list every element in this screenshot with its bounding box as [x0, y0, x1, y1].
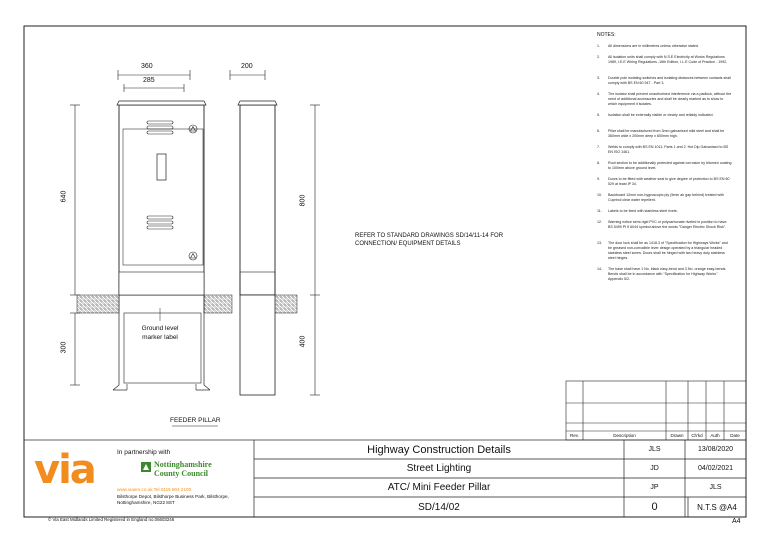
- pillar-body: [119, 105, 204, 295]
- drawn-date: 13/08/2020: [697, 446, 734, 453]
- note-text: The isolator shall prevent unauthorised interference via a padlock, without the need of additional accessories and shall be clearly marked as to show to which equipment it isolates.: [608, 92, 732, 106]
- council-crest-icon: [141, 462, 151, 472]
- note-text: Pillar shall be manufactured from 3mm galvanised mild steel and shall be 360mm wide x 200mm deep x 800mm high.: [608, 129, 725, 138]
- rev-header-drawn: Drawn: [670, 433, 684, 438]
- rev-header-auth: Auth: [710, 433, 720, 438]
- note-text: Labels to be fixed with stainless steel rivets.: [608, 209, 678, 213]
- dim-height-side: 800: [299, 194, 307, 207]
- note-number: 6.: [597, 129, 600, 133]
- note-text: Doors to be fitted with weather seal to give degree of protection to BS EN 60 529 at least IP 34.: [608, 177, 730, 186]
- approved-initials: JLS: [709, 484, 722, 491]
- ground-hatch-left: [77, 295, 119, 313]
- ground-hatch-right: [204, 295, 232, 313]
- checked-by: JD: [650, 465, 659, 472]
- note-number: 10.: [597, 193, 602, 197]
- dim-height-above: 640: [60, 190, 68, 203]
- dim-below-front: 300: [60, 341, 68, 354]
- label-plate: [157, 154, 166, 180]
- rev-header-chkd: Ch'kd: [691, 433, 703, 438]
- note-text: Warning notice semi-rigid PVC or polycarbonate riveted in position to have: BS 5499 Pt 5 6044 symbol above the words "Danger Electric Shock Risk".: [608, 220, 728, 229]
- revision-number: 0: [651, 501, 658, 513]
- note-text: Welds to comply with BS EN 1011: Parts 1 and 2. Hot Dip Galvanised to BS EN ISO 1461.: [608, 145, 729, 154]
- copyright: © Via East Midlands Limited Registered in England no.06603246: [48, 517, 175, 522]
- note-text: Root section to be additionally protected against corrosion by bitumen coating to 100mm above ground level.: [608, 161, 732, 170]
- note-text: All isolation units shall comply with N.S.E Electricity at Works Regulations 1989, I.E.E Wiring Regulations -16th Edition, I.L.E Code of Practice - 1992.: [608, 55, 728, 64]
- dim-width-inner: 285: [143, 77, 155, 84]
- side-ground-hatch: [275, 295, 297, 313]
- note-number: 2.: [597, 55, 600, 59]
- approved-by: JP: [650, 484, 659, 491]
- note-number: 7.: [597, 145, 600, 149]
- web-tel: www.viaem.co.uk Tel 0115 804 2100: [117, 487, 192, 492]
- reference-note: REFER TO STANDARD DRAWINGS SD/14/11-14 FOR CONNECTION/ EQUIPMENT DETAILS: [355, 233, 504, 247]
- council-name-2: County Council: [154, 469, 209, 478]
- note-text: The base shall have 1 No. black easy-bend and 3 No. orange easy-bends. Bends shall be in accordance with "Specification for Highway Works" Appendix 5/2.: [608, 267, 727, 281]
- dim-depth: 200: [241, 63, 253, 70]
- note-number: 5.: [597, 113, 600, 117]
- sheet-size: A4: [732, 518, 741, 525]
- notes-title: NOTES:: [597, 32, 616, 38]
- note-number: 13.: [597, 241, 602, 245]
- rev-header-rev: Rev.: [570, 433, 579, 438]
- via-logo: via: [34, 447, 95, 493]
- side-body: [240, 105, 275, 295]
- drawing-number: SD/14/02: [418, 501, 460, 513]
- dim-below-side: 400: [299, 335, 307, 348]
- note-number: 8.: [597, 161, 600, 165]
- note-number: 11.: [597, 209, 602, 213]
- note-text: All dimensions are in millimetres unless otherwise stated.: [608, 44, 699, 48]
- scale: N.T.S @A4: [697, 502, 737, 512]
- note-text: Isolation shall be externally visible or clearly and reliably indicated.: [608, 113, 714, 117]
- drawing-caption: FEEDER PILLAR: [170, 417, 221, 424]
- note-number: 3.: [597, 76, 600, 80]
- drawing-title: ATC/ Mini Feeder Pillar: [387, 482, 491, 493]
- note-text: Double pole isolating switches and isolating distances between contacts shall comply with BS EN 60 947 - Part 3.: [608, 76, 731, 85]
- note-number: 12.: [597, 220, 602, 224]
- partnership-text: In partnership with: [117, 449, 171, 456]
- project-title: Highway Construction Details: [367, 443, 511, 456]
- address: Bilsthorpe Depot, Bilsthorpe Business Park, Bilsthorpe, Nottinghamshire, NG22 8ST: [117, 494, 229, 505]
- note-text: Backboard 12mm non-hygroscopic ply (5mm air gap behind) treated with Cuprinol clear water repellent.: [608, 193, 724, 202]
- council-name-1: Nottinghamshire: [154, 460, 212, 469]
- note-number: 1.: [597, 44, 600, 48]
- note-number: 4.: [597, 92, 600, 96]
- ground-level-label: Ground level marker label: [136, 324, 184, 342]
- note-number: 9.: [597, 177, 600, 181]
- rev-header-date: Date: [730, 433, 740, 438]
- rev-header-description: Description: [613, 433, 636, 438]
- checked-date: 04/02/2021: [697, 465, 734, 472]
- subtitle: Street Lighting: [406, 463, 472, 474]
- note-text: The door lock shall be as 1418.3 of "Specification for Highways Works" and be greased non-corrodible lever design operated by a triangular headed stainless steel screw. Doors shall be hinged with two heavy duty stainless steel hinges.: [608, 241, 728, 260]
- dim-width-outer: 360: [141, 63, 153, 70]
- drawn-by: JLS: [648, 446, 661, 453]
- front-elevation: [70, 70, 232, 390]
- note-number: 14.: [597, 267, 602, 271]
- side-elevation: [230, 70, 320, 395]
